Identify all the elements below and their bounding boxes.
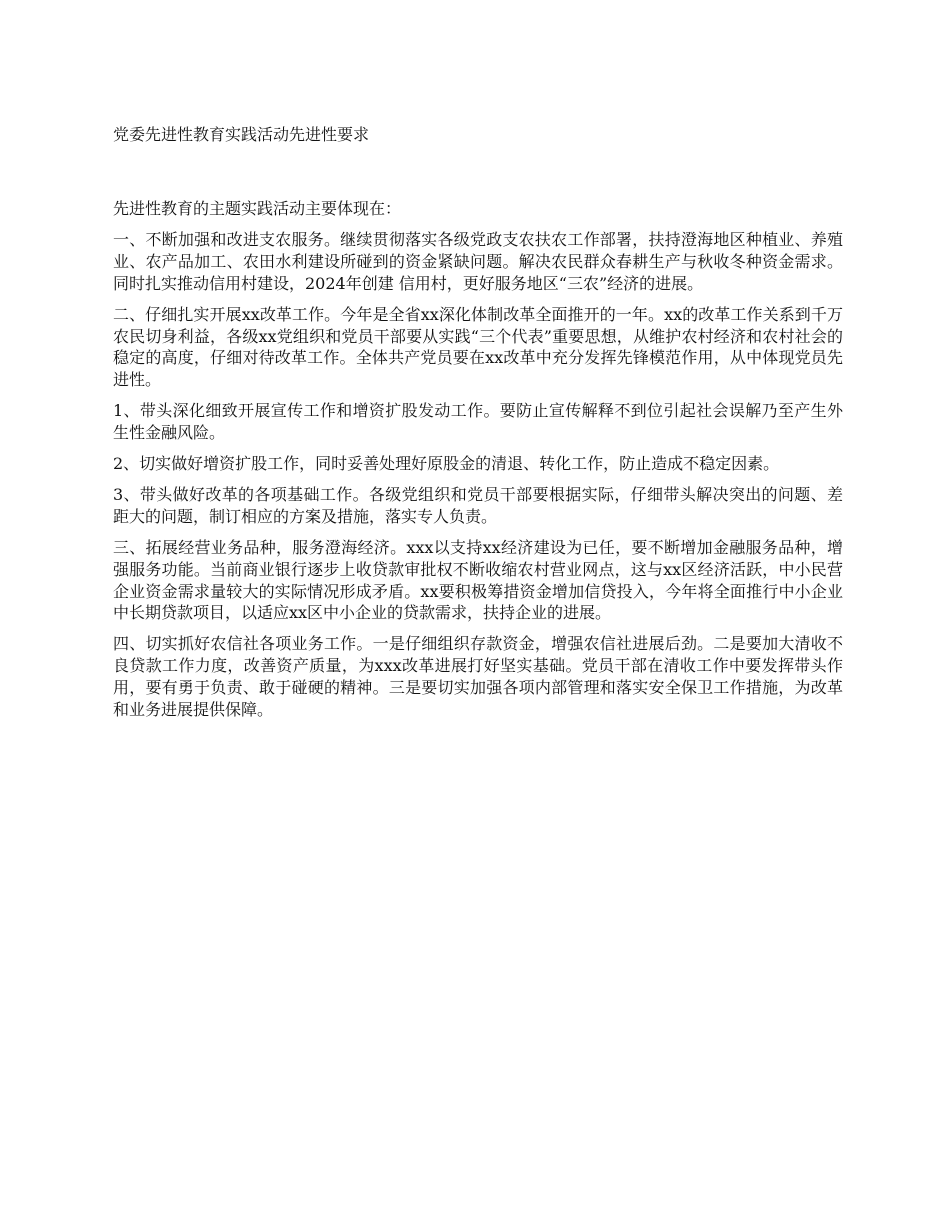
intro-paragraph: 先进性教育的主题实践活动主要体现在： [113,199,402,218]
section-two-paragraph: 二、仔细扎实开展xx改革工作。今年是全省xx深化体制改革全面推开的一年。xx的改革工作关系到千万农民切身利益，各级xx党组织和党员干部要从实践“三个代表”重要思想，从维护农村经济和农村社会的稳定的高度，仔细对待改革工作。全体共产党员要在xx改革中充分发挥先锋模范作用，从中体现党员先进性。 [113,304,843,389]
section-three-paragraph: 三、拓展经营业务品种，服务澄海经济。xxx以支持xx经济建设为已任，要不断增加金融服务品种，增强服务功能。当前商业银行逐步上收贷款审批权不断收缩农村营业网点，这与xx区经济活跃，中小民营企业资金需求量较大的实际情况形成矛盾。xx要积极筹措资金增加信贷投入，今年将全面推行中小企业中长期贷款项目，以适应xx区中小企业的贷款需求，扶持企业的进展。 [113,538,843,623]
document-body [113,198,843,730]
item-two-paragraph: 2、切实做好增资扩股工作，同时妥善处理好原股金的清退、转化工作，防止造成不稳定因素。 [113,454,780,474]
item-one-paragraph: 1、带头深化细致开展宣传工作和增资扩股发动工作。要防止宣传解释不到位引起社会误解乃至产生外生性金融风险。 [113,401,843,442]
section-one-paragraph: 一、不断加强和改进支农服务。继续贯彻落实各级党政支农扶农工作部署，扶持澄海地区种植业、养殖业、农产品加工、农田水利建设所碰到的资金紧缺问题。解决农民群众春耕生产与秋收冬种资金需求。同时扎实推动信用村建设，2024年创建 信用村，更好服务地区“三农”经济的进展。 [113,230,843,293]
item-three-paragraph: 3、带头做好改革的各项基础工作。各级党组织和党员干部要根据实际，仔细带头解决突出的问题、差距大的问题，制订相应的方案及措施，落实专人负责。 [113,485,843,526]
document-title: 党委先进性教育实践活动先进性要求 [113,125,370,144]
section-four-paragraph: 四、切实抓好农信社各项业务工作。一是仔细组织存款资金，增强农信社进展后劲。二是要加大清收不良贷款工作力度，改善资产质量，为xxx改革进展打好坚实基础。党员干部在清收工作中要发挥带头作用，要有勇于负责、敢于碰硬的精神。三是要切实加强各项内部管理和落实安全保卫工作措施，为改革和业务进展提供保障。 [113,634,843,719]
